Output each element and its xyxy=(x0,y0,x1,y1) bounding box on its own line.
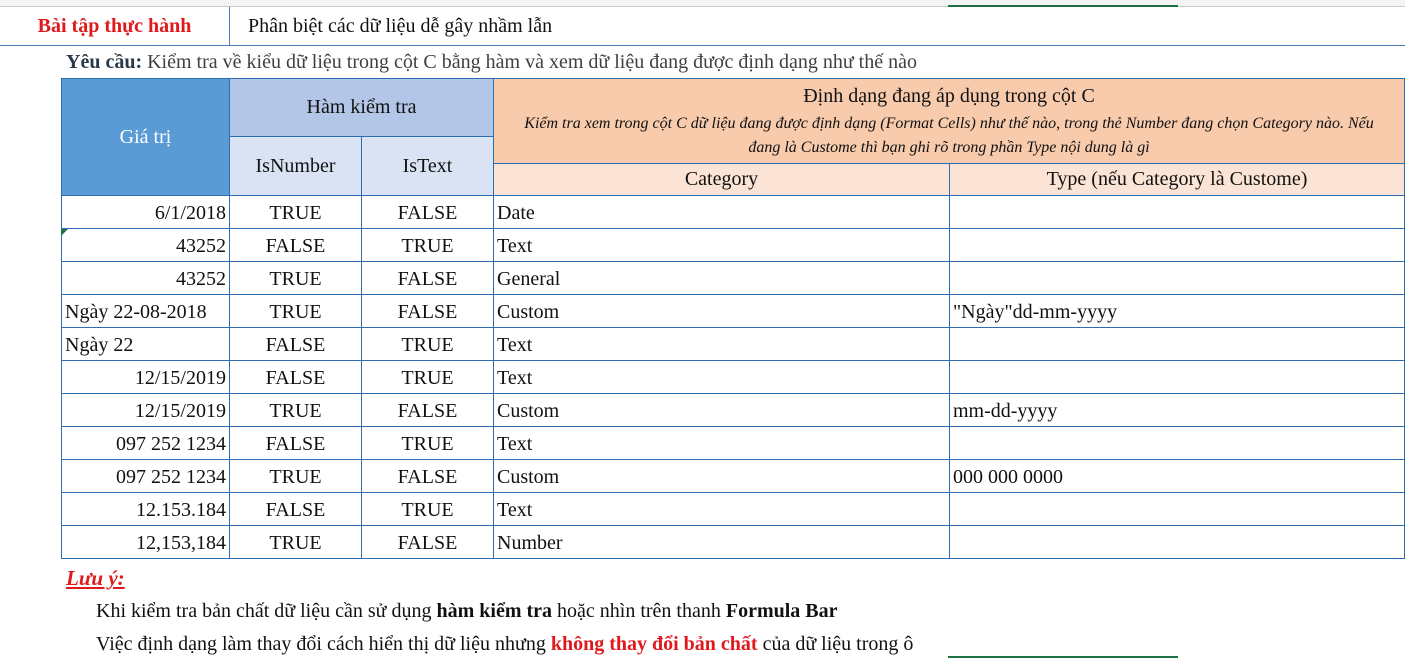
note1-bold-a: hàm kiểm tra xyxy=(436,600,553,622)
cell-value[interactable]: 6/1/2018 xyxy=(61,196,230,229)
header-value[interactable]: Giá trị xyxy=(61,78,230,196)
cell-istext[interactable]: FALSE xyxy=(362,526,494,559)
cell-istext[interactable]: TRUE xyxy=(362,328,494,361)
cell-isnumber[interactable]: TRUE xyxy=(230,394,362,427)
cell-category[interactable]: Date xyxy=(494,196,950,229)
cell-value[interactable]: 12,153,184 xyxy=(61,526,230,559)
table-row xyxy=(61,295,1405,328)
cell-istext[interactable]: TRUE xyxy=(362,361,494,394)
header-isnumber[interactable]: IsNumber xyxy=(230,137,362,196)
cell-istext[interactable]: TRUE xyxy=(362,427,494,460)
cell-isnumber[interactable]: TRUE xyxy=(230,460,362,493)
cell-type[interactable] xyxy=(950,328,1405,361)
note2-text-a: Việc định dạng làm thay đổi cách hiển thị dữ liệu nhưng xyxy=(96,633,551,655)
cell-value[interactable]: 12/15/2019 xyxy=(61,361,230,394)
note-line-2[interactable] xyxy=(96,633,913,656)
cell-category[interactable]: Text xyxy=(494,229,950,262)
cell-isnumber[interactable]: FALSE xyxy=(230,427,362,460)
column-header-strip xyxy=(0,0,1405,7)
cell-istext[interactable]: FALSE xyxy=(362,295,494,328)
requirement-label: Yêu cầu: xyxy=(66,51,143,73)
cell-istext[interactable]: TRUE xyxy=(362,229,494,262)
selected-column-indicator xyxy=(948,0,1178,7)
table-row xyxy=(61,196,1405,229)
cell-category[interactable]: Text xyxy=(494,427,950,460)
note1-text-a: Khi kiểm tra bản chất dữ liệu cần sử dụng xyxy=(96,600,437,622)
cell-value[interactable]: 12.153.184 xyxy=(61,493,230,526)
cell-istext[interactable]: FALSE xyxy=(362,460,494,493)
header-istext[interactable]: IsText xyxy=(362,137,494,196)
cell-category[interactable]: General xyxy=(494,262,950,295)
cell-isnumber[interactable]: FALSE xyxy=(230,493,362,526)
cell-value[interactable]: 12/15/2019 xyxy=(61,394,230,427)
table-row xyxy=(61,328,1405,361)
cell-isnumber[interactable]: TRUE xyxy=(230,196,362,229)
cell-category[interactable]: Text xyxy=(494,361,950,394)
cell-value[interactable]: 097 252 1234 xyxy=(61,460,230,493)
note-heading[interactable]: Lưu ý: xyxy=(66,566,125,590)
format-group-title: Định dạng đang áp dụng trong cột C xyxy=(803,85,1095,107)
cell-category[interactable]: Text xyxy=(494,493,950,526)
cell-type[interactable] xyxy=(950,229,1405,262)
cell-value[interactable]: Ngày 22-08-2018 xyxy=(61,295,230,328)
table-row xyxy=(61,394,1405,427)
error-indicator-icon xyxy=(61,229,68,236)
cell-value[interactable]: 43252 xyxy=(61,262,230,295)
header-format-group[interactable] xyxy=(494,78,1405,164)
cell-istext[interactable]: TRUE xyxy=(362,493,494,526)
cell-type[interactable]: 000 000 0000 xyxy=(950,460,1405,493)
cell-isnumber[interactable]: FALSE xyxy=(230,229,362,262)
cell-value[interactable]: 43252 xyxy=(61,229,230,262)
table-row xyxy=(61,229,1405,262)
cell-istext[interactable]: FALSE xyxy=(362,262,494,295)
requirement-text: Kiểm tra về kiểu dữ liệu trong cột C bằng hàm và xem dữ liệu đang được định dạng như thế nào xyxy=(147,51,917,73)
data-table xyxy=(61,78,1405,560)
note1-bold-b: Formula Bar xyxy=(725,600,838,622)
table-row xyxy=(61,361,1405,394)
table-row xyxy=(61,526,1405,559)
title-row xyxy=(0,7,1405,46)
cell-type[interactable] xyxy=(950,196,1405,229)
note1-text-b: hoặc nhìn trên thanh xyxy=(552,600,726,622)
cell-type[interactable] xyxy=(950,262,1405,295)
cell-isnumber[interactable]: TRUE xyxy=(230,526,362,559)
cell-category[interactable]: Number xyxy=(494,526,950,559)
cell-type[interactable] xyxy=(950,526,1405,559)
cell-category[interactable]: Text xyxy=(494,328,950,361)
header-category[interactable]: Category xyxy=(494,164,950,196)
cell-type[interactable] xyxy=(950,427,1405,460)
cell-isnumber[interactable]: TRUE xyxy=(230,262,362,295)
table-row xyxy=(61,427,1405,460)
cell-category[interactable]: Custom xyxy=(494,394,950,427)
cell-isnumber[interactable]: FALSE xyxy=(230,328,362,361)
cell-value[interactable]: 097 252 1234 xyxy=(61,427,230,460)
cell-type[interactable] xyxy=(950,361,1405,394)
cell-category[interactable]: Custom xyxy=(494,460,950,493)
cell-isnumber[interactable]: FALSE xyxy=(230,361,362,394)
exercise-title[interactable]: Bài tập thực hành xyxy=(0,7,230,45)
format-group-note: Kiểm tra xem trong cột C dữ liệu đang được định dạng (Format Cells) như thế nào, trong thẻ Number đang chọn Category nào. Nếu đang là Custome thì bạn ghi rõ trong phần Type nội dung là gì xyxy=(524,115,1374,156)
header-check-functions[interactable]: Hàm kiểm tra xyxy=(230,78,494,137)
cell-istext[interactable]: FALSE xyxy=(362,394,494,427)
selection-border xyxy=(948,656,1178,658)
note2-highlight: không thay đổi bản chất xyxy=(550,633,758,655)
note2-text-b: của dữ liệu trong ô xyxy=(757,633,914,655)
cell-isnumber[interactable]: TRUE xyxy=(230,295,362,328)
table-body xyxy=(61,196,1405,559)
note-line-1[interactable] xyxy=(96,600,838,623)
header-type[interactable]: Type (nếu Category là Custome) xyxy=(950,164,1405,196)
table-row xyxy=(61,460,1405,493)
cell-value[interactable]: Ngày 22 xyxy=(61,328,230,361)
cell-type[interactable] xyxy=(950,493,1405,526)
cell-type[interactable]: "Ngày"dd-mm-yyyy xyxy=(950,295,1405,328)
table-row xyxy=(61,493,1405,526)
table-row xyxy=(61,262,1405,295)
requirement-line[interactable] xyxy=(66,51,917,74)
cell-istext[interactable]: FALSE xyxy=(362,196,494,229)
cell-type[interactable]: mm-dd-yyyy xyxy=(950,394,1405,427)
exercise-subtitle[interactable]: Phân biệt các dữ liệu dễ gây nhầm lẫn xyxy=(248,14,553,37)
cell-category[interactable]: Custom xyxy=(494,295,950,328)
